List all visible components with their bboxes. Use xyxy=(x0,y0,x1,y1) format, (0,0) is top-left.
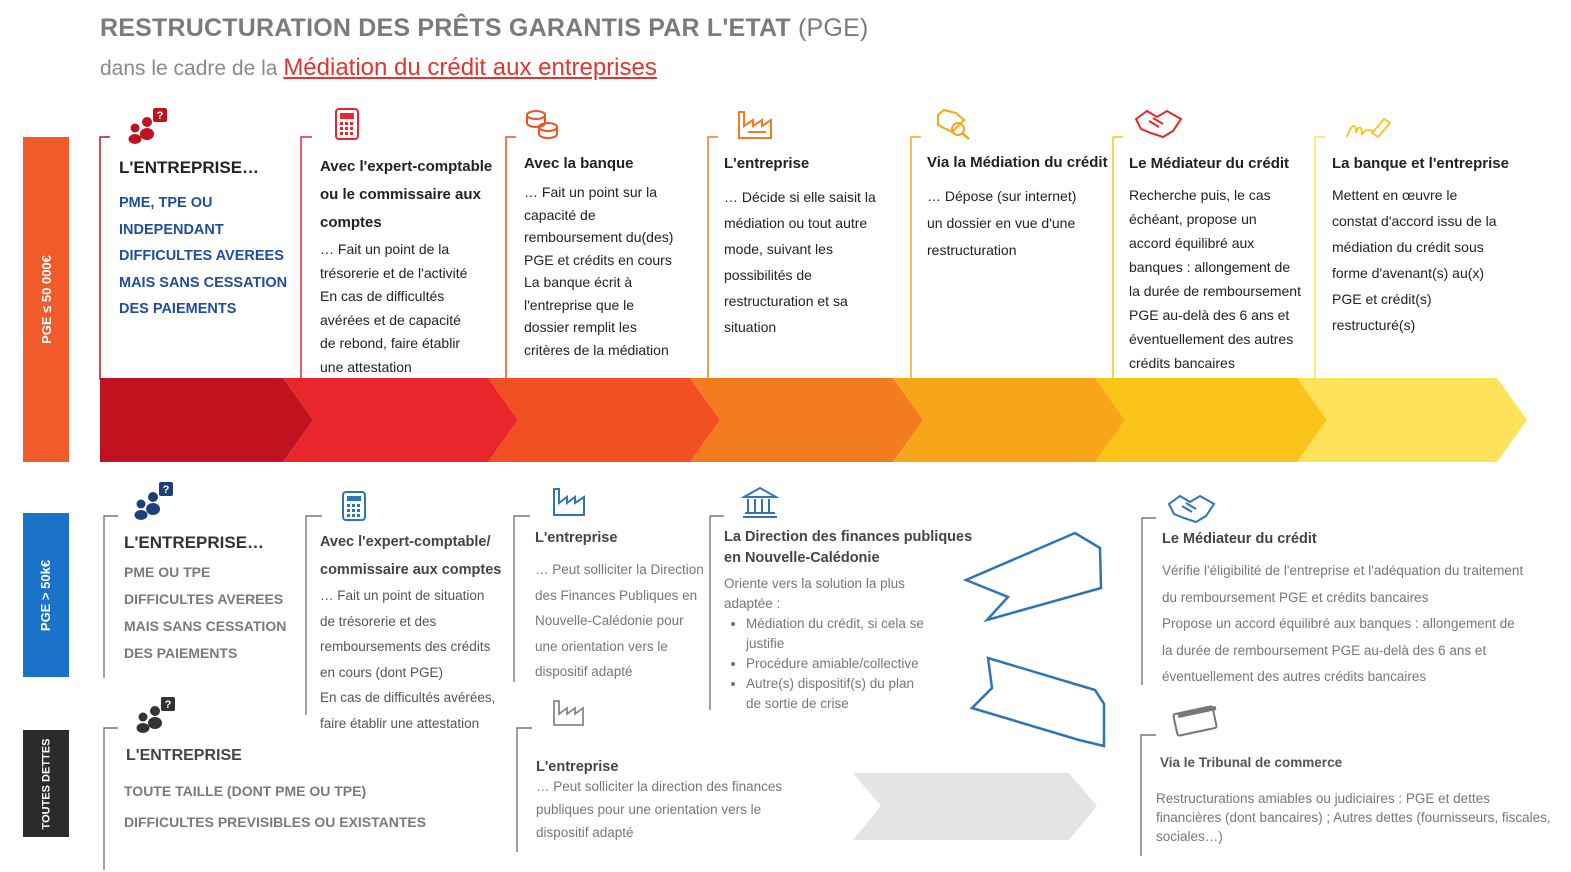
chevron-step-6 xyxy=(1095,378,1327,462)
chevron-step-3 xyxy=(488,378,720,462)
chevron-step-5 xyxy=(893,378,1125,462)
calculator-icon-2 xyxy=(340,490,370,524)
r2-dfp-bullet-3: • Autre(s) dispositif(s) du plan de sortie de crise xyxy=(746,674,924,714)
r3-tribunal-title: Via le Tribunal de commerce xyxy=(1160,755,1343,770)
r3-company-text: TOUTE TAILLE (DONT PME OU TPE) DIFFICULTES PREVISIBLES OU EXISTANTES xyxy=(124,783,427,830)
mediation-link[interactable]: Médiation du crédit aux entreprises xyxy=(283,54,657,81)
factory-icon-3 xyxy=(551,697,587,729)
r2-enterprise-title: L'entreprise xyxy=(535,530,618,546)
r2-accountant-title: Avec l'expert-comptable/ commissaire aux comptes xyxy=(320,534,502,578)
r1-col5-text: … Dépose (sur internet) un dossier en vue d'une restructuration xyxy=(927,188,1077,258)
svg-text:?: ? xyxy=(164,699,172,711)
band-all-label: TOUTES DETTES xyxy=(40,738,52,829)
r2-mediator-text: Vérifie l'éligibilité de l'entreprise et l'adéquation du traitement du remboursement PGE et crédits bancaires Propose un accord équilibré aux banques : allongement de la durée de remboursement PGE au-delà des 6 ans et éventuellement des autres crédits bancaires xyxy=(1162,563,1524,684)
title-tag: (PGE) xyxy=(798,14,869,42)
r1-col4-title: L'entreprise xyxy=(724,155,810,172)
chevron-step-1 xyxy=(100,378,313,462)
band-small-label: PGE ≤ 50 000€ xyxy=(38,255,54,344)
r2-dfp-bullet-2: • Procédure amiable/collective xyxy=(746,654,924,674)
handshake-icon-2 xyxy=(1166,490,1218,524)
r2-accountant-text: … Fait un point de situation de trésorerie et des remboursements des crédits en cours (dont PGE) En cas de difficultés avérées, faire établir une attestation xyxy=(320,588,496,731)
r1-col1-text: PME, TPE OU INDEPENDANT DIFFICULTES AVEREES MAIS SANS CESSATION DES PAIEMENTS xyxy=(119,195,288,317)
factory-icon xyxy=(736,106,776,142)
r1-col3-title: Avec la banque xyxy=(524,155,634,172)
r3-tribunal-text: Restructurations amiables ou judiciaires : PGE et dettes financières (dont bancaires) ; Autres dettes (fournisseurs, fiscales, sociales…) xyxy=(1156,791,1551,844)
r1-col2-text: … Fait un point de la trésorerie et de l'activité En cas de difficultés avérées et de capacité de rebond, faire établir une attestation xyxy=(320,241,468,375)
chevron-step-2 xyxy=(283,378,518,462)
tribunal-card-icon xyxy=(1172,702,1220,736)
arrow-to-mediator xyxy=(966,533,1101,620)
r2-dfp-text: Oriente vers la solution la plus adaptée : • Médiation du crédit, si cela se justifie • Procédure amiable/collective • Autre(s) dispositif(s) du plan de sortie de crise xyxy=(724,574,924,714)
r1-col7-text: Mettent en œuvre le constat d'accord issu de la médiation du crédit sous forme d'avenant(s) au(x) PGE et crédit(s) restructuré(s) xyxy=(1332,187,1497,333)
r1-col1-title: L'ENTREPRISE… xyxy=(119,158,260,177)
r2-dfp-bullet-1: • Médiation du crédit, si cela se justifie xyxy=(746,614,924,654)
signature-icon xyxy=(1344,113,1394,143)
r1-col3-text: … Fait un point sur la capacité de remboursement du(des) PGE et crédits en cours La banque écrit à l'entreprise que le dossier remplit les critères de la médiation xyxy=(524,184,674,358)
r2-company-text: PME OU TPE DIFFICULTES AVEREES MAIS SANS CESSATION DES PAIEMENTS xyxy=(124,564,287,661)
title-text: RESTRUCTURATION DES PRÊTS GARANTIS PAR L'ETAT xyxy=(100,14,791,42)
svg-text:?: ? xyxy=(156,110,164,122)
calculator-icon xyxy=(333,107,363,143)
grey-chevron-arrow xyxy=(853,773,1097,840)
arrow-to-procedure xyxy=(972,658,1104,746)
r1-col6-text: Recherche puis, le cas échéant, propose un accord équilibré aux banques : allongement de la durée de remboursement PGE au-delà des 6 ans et éventuellement des autres crédits bancaires xyxy=(1129,187,1301,371)
r3-enterprise-text: … Peut solliciter la direction des finances publiques pour une orientation vers le dispositif adapté xyxy=(536,779,783,840)
r3-enterprise-title: L'entreprise xyxy=(536,759,619,775)
people-question-icon xyxy=(125,106,173,146)
chevron-step-7 xyxy=(1297,378,1527,462)
r2-dfp-title: La Direction des finances publiques en Nouvelle-Calédonie xyxy=(724,529,973,566)
folder-search-icon xyxy=(934,105,974,141)
r2-mediator-title: Le Médiateur du crédit xyxy=(1162,531,1317,547)
coins-icon xyxy=(524,107,562,141)
r2-company-title: L'ENTREPRISE… xyxy=(124,533,265,552)
people-question-icon-3 xyxy=(133,695,179,735)
chevron-step-4 xyxy=(690,378,923,462)
r1-col5-title: Via la Médiation du crédit xyxy=(927,154,1108,171)
people-question-icon-2 xyxy=(131,480,179,522)
r2-dfp-bullets xyxy=(724,614,924,714)
subtitle-prefix: dans le cadre de la xyxy=(100,57,278,80)
r1-col6-title: Le Médiateur du crédit xyxy=(1129,155,1290,172)
r1-col7-title: La banque et l'entreprise xyxy=(1332,155,1509,172)
band-large-label: PGE > 50k€ xyxy=(38,559,54,631)
r2-enterprise-text: … Peut solliciter la Direction des Finances Publiques en Nouvelle-Calédonie pour une orientation vers le dispositif adapté xyxy=(535,562,704,679)
r1-col2-title: Avec l'expert-comptable ou le commissaire aux comptes xyxy=(320,158,493,231)
r1-col4-text: … Décide si elle saisit la médiation ou tout autre mode, suivant les possibilités de restructuration et sa situation xyxy=(724,189,876,335)
svg-text:?: ? xyxy=(162,484,170,496)
handshake-icon xyxy=(1133,105,1185,141)
r3-company-title: L'ENTREPRISE xyxy=(126,747,242,764)
finance-building-icon xyxy=(740,485,780,521)
factory-icon-2 xyxy=(551,485,589,519)
